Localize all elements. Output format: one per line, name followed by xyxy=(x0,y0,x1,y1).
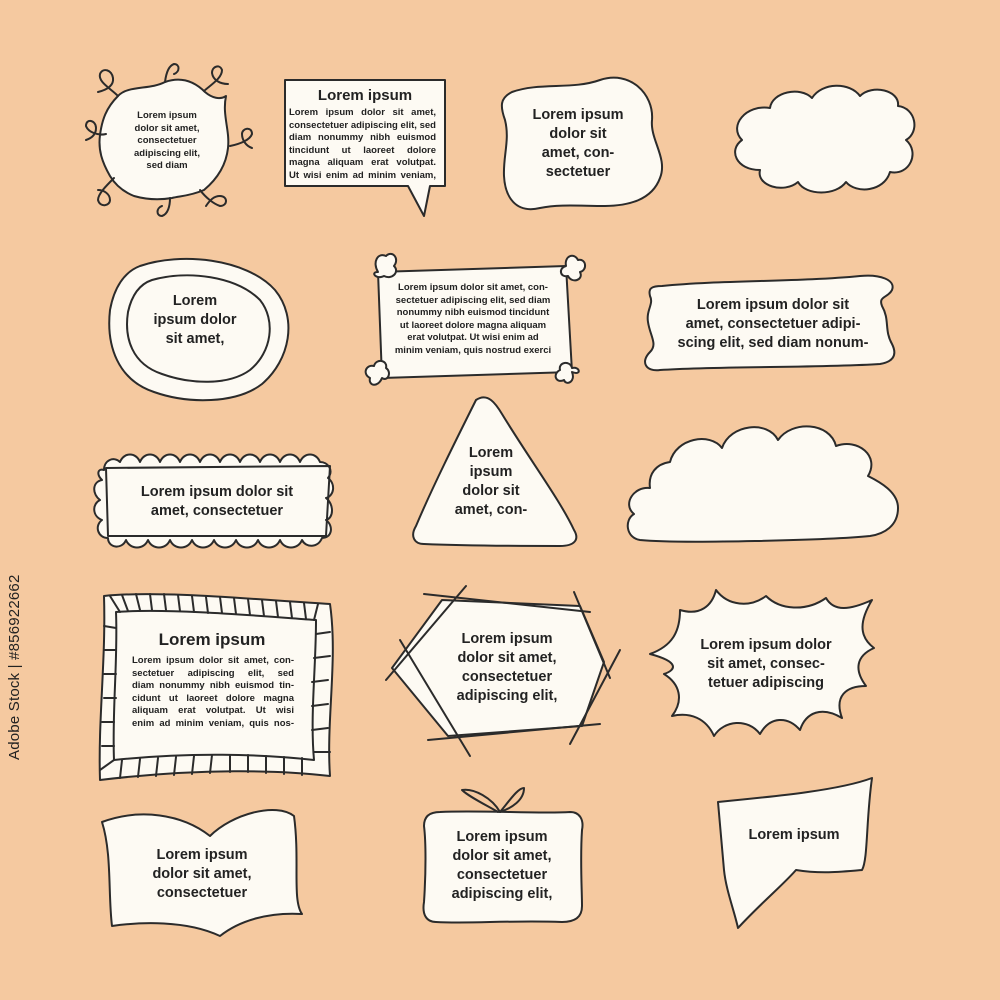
speech-bubble-title: Lorem ipsum xyxy=(317,87,413,104)
small-cloud-shape xyxy=(735,86,914,193)
scallop-frame-text: Lorem ipsum dolor sit amet, consectetuer xyxy=(140,484,294,519)
bone-frame-text: Lorem ipsum dolor sit amet, con- sectetuer adipiscing elit, sed diam nonummy nibh euismod tincidunt ut laoreet dolore magna aliquam erat volutpat. Ut wisi enim ad minim veniam, quis nostrud exerci xyxy=(394,282,552,356)
striped-frame-text: Lorem ipsum dolor sit amet, con- sectetuer adipiscing elit, sed diam nonummy nibh euismod tin- cidunt ut laoreet dolore magna aliquam erat volutpat. Ut wisi enim ad minim veniam, quis nos- xyxy=(132,655,294,729)
triangle-text: Lorem ipsum dolor sit amet, con- xyxy=(454,445,528,518)
gift-tag-text: Lorem ipsum dolor sit amet, consectetuer adipiscing elit, xyxy=(451,829,553,902)
flag-text: Lorem ipsum xyxy=(748,827,840,843)
ornate-frame-text: Lorem ipsum dolor sit amet, consectetuer adipiscing elit, sed diam xyxy=(134,110,200,171)
stock-watermark: Adobe Stock | #856922662 xyxy=(6,574,23,760)
striped-frame-title: Lorem ipsum xyxy=(158,630,266,649)
burst-text: Lorem ipsum dolor sit amet, consec- tetuer adipiscing xyxy=(700,637,832,691)
blob-text: Lorem ipsum dolor sit amet, con- sectetuer xyxy=(532,107,624,180)
flag-shape xyxy=(718,778,872,928)
hexagon-lines-text: Lorem ipsum dolor sit amet, consectetuer adipiscing elit, xyxy=(456,631,558,704)
large-cloud-shape xyxy=(628,426,898,541)
speech-bubble-text: Lorem ipsum dolor sit amet, consectetuer adipiscing elit, sed diam nonummy nibh euismod tincidunt ut laoreet dolore magna aliquam erat volutpat. Ut wisi enim ad minim veniam, xyxy=(289,107,436,181)
book-text: Lorem ipsum dolor sit amet, consectetuer xyxy=(152,847,252,901)
double-oval-text: Lorem ipsum dolor sit amet, xyxy=(153,293,237,347)
scroll-banner-text: Lorem ipsum dolor sit amet, consectetuer adipi- scing elit, sed diam nonum- xyxy=(677,297,869,351)
